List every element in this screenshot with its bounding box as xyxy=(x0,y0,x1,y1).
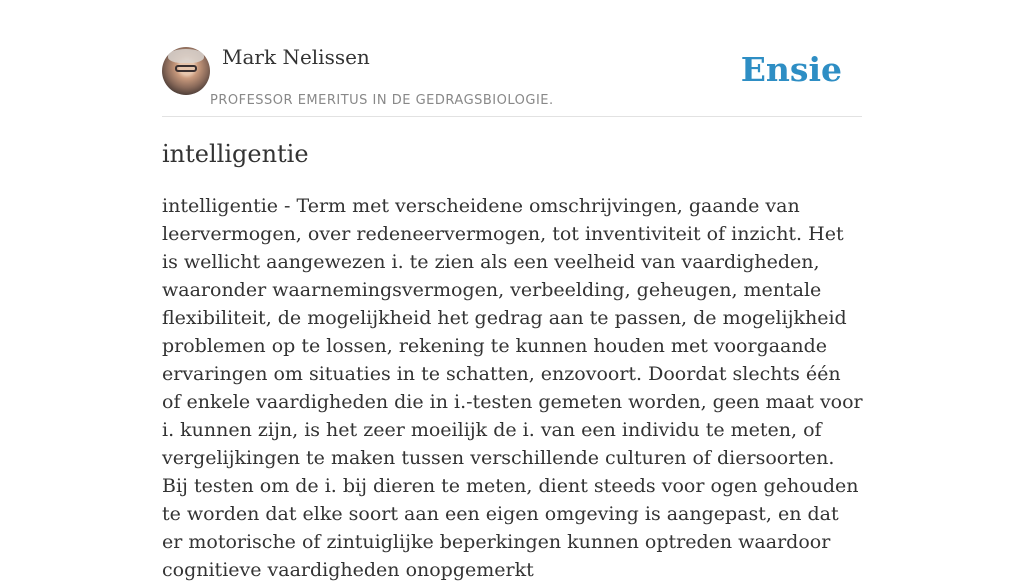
author-avatar[interactable] xyxy=(162,47,210,95)
author-title: PROFESSOR EMERITUS IN DE GEDRAGSBIOLOGIE. xyxy=(210,93,554,108)
article-body: intelligentie - Term met verscheidene omschrijvingen, gaande van leervermogen, over redeneervermogen, tot inventiviteit of inzicht. Het is wellicht aangewezen i. te zien als een veelheid van vaardigheden, waaronder waarnemingsvermogen, verbeelding, geheugen, mentale flexibiliteit, de mogelijkheid het gedrag aan te passen, de mogelijkheid problemen op te lossen, rekening te kunnen houden met voorgaande ervaringen om situaties in te schatten, enzovoort. Doordat slechts één of enkele vaardigheden die in i.-testen gemeten worden, geen maat voor i. kunnen zijn, is het zeer moeilijk de i. van een individu te meten, of vergelijkingen te maken tussen verschillende culturen of diersoorten. Bij testen om de i. bij dieren te meten, dient steeds voor ogen gehouden te worden dat elke soort aan een eigen omgeving is aangepast, en dat er motorische of zintuiglijke beperkingen kunnen optreden waardoor cognitieve vaardigheden onopgemerkt xyxy=(162,195,863,581)
brand-logo[interactable]: Ensie xyxy=(740,50,842,89)
avatar-glasses xyxy=(175,65,197,72)
article-card xyxy=(162,0,863,581)
article-title: intelligentie xyxy=(162,140,309,168)
avatar-hair xyxy=(168,49,204,63)
author-header xyxy=(162,0,862,117)
author-name[interactable]: Mark Nelissen xyxy=(222,45,370,69)
